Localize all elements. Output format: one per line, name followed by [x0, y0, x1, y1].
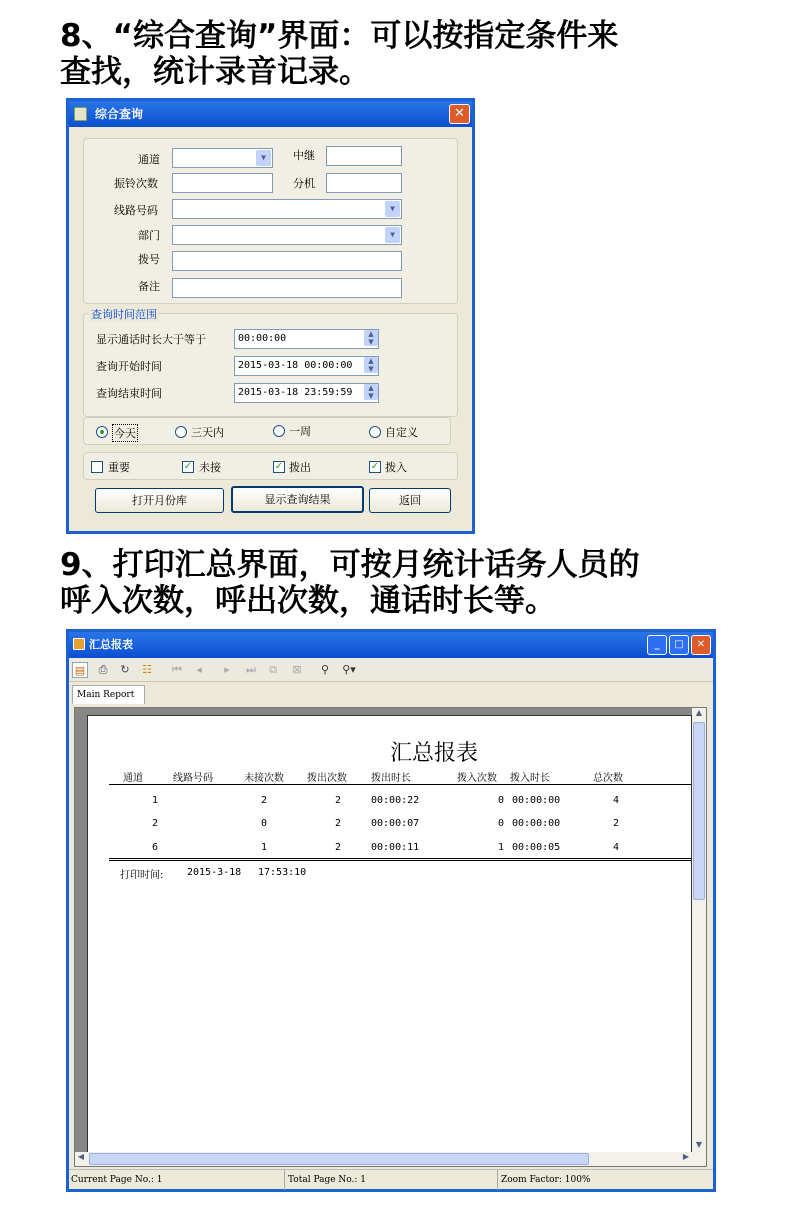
line-number-label: 线路号码 [114, 204, 158, 217]
checkbox-outgoing-label: 拨出 [289, 461, 311, 474]
end-time-label: 查询结束时间 [96, 387, 162, 400]
col-header-channel: 通道 [123, 773, 143, 784]
status-bar [69, 1169, 713, 1189]
scroll-right-icon[interactable]: ▶ [682, 1152, 690, 1161]
close-icon[interactable]: ✕ [691, 635, 711, 655]
col-header-in-time: 拨入时长 [510, 773, 550, 784]
radio-week-label: 一周 [289, 425, 311, 438]
scroll-down-icon[interactable]: ▼ [695, 1140, 703, 1149]
next-page-icon[interactable]: ▸ [224, 663, 230, 676]
query-dialog [66, 98, 475, 534]
table-cell: 6 [152, 842, 159, 853]
current-page-status: Current Page No.: 1 [71, 1175, 163, 1185]
back-button[interactable]: 返回 [369, 488, 451, 513]
channel-label: 通道 [138, 153, 160, 166]
print-time: 17:53:10 [258, 867, 307, 878]
col-header-line: 线路号码 [173, 773, 213, 784]
line-number-dropdown[interactable] [172, 199, 402, 219]
app-icon [73, 638, 85, 650]
table-cell: 00:00:00 [512, 795, 561, 806]
report-window-title: 汇总报表 [89, 638, 133, 651]
radio-custom[interactable] [369, 426, 381, 438]
table-cell: 0 [261, 818, 268, 829]
print-time-label: 打印时间: [120, 870, 164, 881]
table-cell: 00:00:05 [512, 842, 561, 853]
range-options-group [83, 417, 451, 445]
note-input[interactable] [172, 278, 402, 298]
header-rule [109, 784, 691, 785]
col-header-out-time: 拨出时长 [371, 773, 411, 784]
ring-count-input[interactable] [172, 173, 273, 193]
report-window [66, 629, 716, 1192]
table-cell: 1 [152, 795, 159, 806]
chevron-down-icon[interactable]: ▼ [385, 227, 400, 243]
trunk-label: 中继 [293, 149, 315, 162]
end-time-spinner[interactable]: 2015-03-18 23:59:59 [234, 383, 379, 403]
goto-page-icon[interactable]: ⧉ [269, 663, 277, 676]
last-page-icon[interactable]: ⏭ [246, 663, 256, 676]
scroll-up-icon[interactable]: ▲ [695, 708, 703, 717]
min-duration-label: 显示通话时长大于等于 [96, 333, 206, 346]
total-page-status: Total Page No.: 1 [284, 1170, 366, 1190]
col-header-in-count: 拨入次数 [457, 773, 497, 784]
radio-three-days-label: 三天内 [191, 426, 224, 439]
radio-three-days[interactable] [175, 426, 187, 438]
footer-rule [109, 858, 691, 861]
report-toolbar [69, 658, 713, 682]
radio-custom-label: 自定义 [385, 426, 418, 439]
spinner-arrows-icon[interactable]: ▲ ▼ [364, 330, 378, 346]
scroll-left-icon[interactable]: ◀ [77, 1152, 85, 1161]
radio-today[interactable] [96, 426, 108, 438]
checkbox-outgoing[interactable]: ✓ [274, 461, 284, 472]
table-cell: 1 [261, 842, 268, 853]
tree-icon[interactable]: ☷ [142, 663, 152, 676]
call-type-group [83, 452, 458, 480]
app-icon [74, 107, 87, 121]
minimize-icon[interactable]: _ [647, 635, 667, 655]
print-date: 2015-3-18 [187, 867, 242, 878]
checkbox-incoming-label: 拨入 [385, 461, 407, 474]
maximize-icon[interactable]: □ [669, 635, 689, 655]
dial-input[interactable] [172, 251, 402, 271]
department-dropdown[interactable] [172, 225, 402, 245]
query-dialog-titlebar[interactable] [69, 101, 472, 127]
heading-2-line-2: 呼入次数，呼出次数，通话时长等。 [60, 583, 556, 619]
prev-page-icon[interactable]: ◂ [196, 663, 202, 676]
table-cell: 00:00:22 [371, 795, 420, 806]
extension-label: 分机 [293, 177, 315, 190]
tab-main-report[interactable]: Main Report [72, 685, 145, 704]
zoom-status: Zoom Factor: 100% [497, 1170, 591, 1190]
table-cell: 00:00:07 [371, 818, 420, 829]
refresh-icon[interactable]: ↻ [120, 663, 130, 676]
zoom-icon[interactable]: ⚲▾ [342, 663, 356, 676]
heading-2-line-1: 9、打印汇总界面，可按月统计话务人员的 [60, 547, 640, 583]
radio-today-label: 今天 [112, 424, 138, 442]
query-dialog-body [69, 127, 472, 531]
report-window-titlebar[interactable] [69, 632, 713, 658]
filter-group [83, 138, 458, 304]
table-cell: 2 [613, 818, 620, 829]
table-cell: 2 [335, 795, 342, 806]
vertical-scrollbar[interactable] [692, 708, 706, 1152]
table-cell: 2 [335, 818, 342, 829]
report-page [87, 715, 692, 1166]
report-viewport [74, 707, 707, 1167]
spinner-arrows-icon[interactable]: ▲ ▼ [364, 357, 378, 373]
start-time-spinner[interactable]: 2015-03-18 00:00:00 [234, 356, 379, 376]
col-header-total: 总次数 [593, 773, 623, 784]
table-cell: 0 [498, 818, 505, 829]
close-icon[interactable]: ✕ [449, 104, 470, 124]
heading-1-line-1: 8、“综合查询”界面：可以按指定条件来 [60, 18, 619, 54]
open-month-db-button[interactable]: 打开月份库 [95, 488, 224, 513]
heading-1-line-2: 查找，统计录音记录。 [60, 54, 370, 90]
col-header-out-count: 拨出次数 [307, 773, 347, 784]
table-cell: 1 [498, 842, 505, 853]
dial-label: 拨号 [138, 253, 160, 266]
checkbox-missed[interactable]: ✓ [183, 461, 193, 472]
table-cell: 2 [261, 795, 268, 806]
ring-count-label: 振铃次数 [114, 177, 158, 190]
spinner-arrows-icon[interactable]: ▲ ▼ [364, 384, 378, 400]
trunk-input[interactable] [326, 146, 402, 166]
chevron-down-icon[interactable]: ▼ [385, 201, 400, 217]
first-page-icon[interactable]: ⏮ [172, 663, 182, 676]
table-cell: 4 [613, 795, 620, 806]
checkbox-missed-label: 未接 [199, 461, 221, 474]
horizontal-scrollbar[interactable] [75, 1152, 706, 1166]
table-cell: 00:00:11 [371, 842, 420, 853]
col-header-missed: 未接次数 [244, 773, 284, 784]
extension-input[interactable] [326, 173, 402, 193]
report-window-body [69, 658, 713, 1189]
export-icon[interactable]: ▤ [72, 662, 88, 678]
show-results-button[interactable]: 显示查询结果 [231, 486, 364, 513]
search-icon[interactable]: ⚲ [320, 663, 330, 676]
checkbox-important[interactable] [91, 461, 103, 473]
checkbox-important-label: 重要 [108, 461, 130, 474]
radio-week[interactable] [273, 425, 285, 437]
scroll-thumb[interactable] [89, 1153, 589, 1165]
table-cell: 0 [498, 795, 505, 806]
stop-icon[interactable]: ⊠ [292, 663, 302, 676]
table-cell: 2 [152, 818, 159, 829]
table-cell: 2 [335, 842, 342, 853]
report-title: 汇总报表 [390, 741, 479, 766]
table-cell: 4 [613, 842, 620, 853]
start-time-label: 查询开始时间 [96, 360, 162, 373]
table-cell: 00:00:00 [512, 818, 561, 829]
checkbox-incoming[interactable]: ✓ [370, 461, 380, 472]
time-range-group-title: 查询时间范围 [91, 308, 157, 321]
print-icon[interactable]: ⎙ [98, 663, 108, 676]
scroll-thumb[interactable] [693, 722, 705, 900]
note-label: 备注 [138, 280, 160, 293]
chevron-down-icon[interactable]: ▼ [256, 150, 271, 166]
time-range-group [83, 308, 458, 417]
query-dialog-title: 综合查询 [95, 107, 144, 121]
department-label: 部门 [138, 229, 160, 242]
channel-dropdown[interactable] [172, 148, 273, 168]
min-duration-spinner[interactable]: 00:00:00 [234, 329, 379, 349]
